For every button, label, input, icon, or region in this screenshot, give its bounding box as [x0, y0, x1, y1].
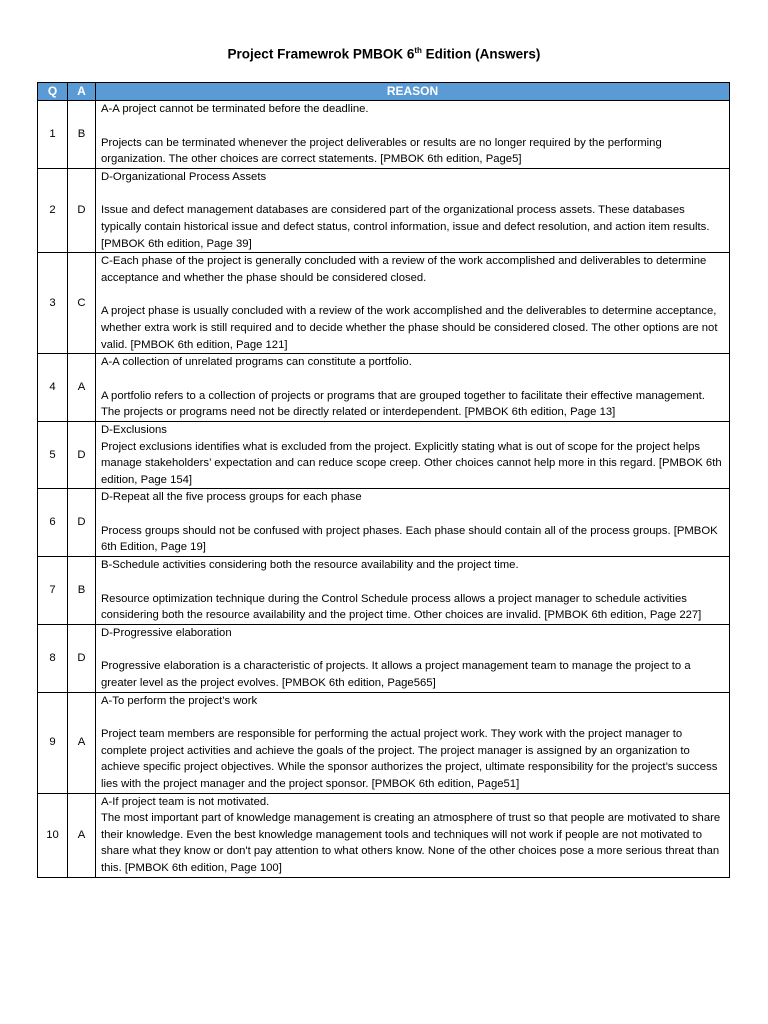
reason-explanation: Process groups should not be confused with project phases. Each phase should contain all of the process groups. [PMBOK 6th Edition, Page 19]: [101, 524, 718, 554]
table-row: [38, 557, 730, 625]
answer-letter: A: [68, 692, 96, 793]
title-superscript: th: [414, 46, 422, 55]
question-number: 2: [38, 168, 68, 252]
paragraph-gap: [101, 371, 726, 388]
page-title: [0, 46, 768, 62]
question-number: 3: [38, 253, 68, 354]
reason-answer-line: C-Each phase of the project is generally concluded with a review of the work accomplished and deliverables to determine acceptance and whether the phase should be considered closed.: [101, 255, 707, 284]
reason-answer-line: A-A project cannot be terminated before the deadline.: [101, 103, 369, 115]
table-row: [38, 168, 730, 252]
table-row: [38, 692, 730, 793]
question-number: 1: [38, 101, 68, 169]
table-row: [38, 101, 730, 169]
paragraph-gap: [101, 118, 726, 135]
reason-explanation: A portfolio refers to a collection of projects or programs that are grouped together to facilitate their effective management. The projects or programs need not be directly related or interdependent. [PMBOK 6th edition, Page 13]: [101, 389, 705, 419]
answer-letter: B: [68, 557, 96, 625]
question-number: 7: [38, 557, 68, 625]
paragraph-gap: [101, 709, 726, 726]
answer-letter: D: [68, 489, 96, 557]
answers-table: [37, 82, 730, 878]
table-row: [38, 793, 730, 877]
question-number: 8: [38, 624, 68, 692]
reason-answer-line: D-Progressive elaboration: [101, 626, 232, 639]
table-row: [38, 624, 730, 692]
paragraph-gap: [101, 185, 726, 202]
answer-letter: C: [68, 253, 96, 354]
reason-cell: [96, 692, 730, 793]
table-row: [38, 253, 730, 354]
header-row: [38, 83, 730, 101]
paragraph-gap: [101, 506, 726, 523]
reason-cell: [96, 101, 730, 169]
reason-answer-line: D-Exclusions: [101, 423, 167, 436]
reason-cell: [96, 354, 730, 422]
reason-cell: [96, 557, 730, 625]
table-row: [38, 421, 730, 488]
table-row: [38, 354, 730, 422]
answer-letter: D: [68, 168, 96, 252]
reason-cell: [96, 421, 730, 488]
reason-answer-line: D-Organizational Process Assets: [101, 170, 267, 183]
question-number: 5: [38, 421, 68, 488]
reason-explanation: A project phase is usually concluded with a review of the work accomplished and the deliverables to determine acceptance, whether extra work is still required and to decide whether the phase should be considered closed. The other options are not valid. [PMBOK 6th edition, Page 121]: [101, 305, 718, 351]
reason-explanation: Project exclusions identifies what is excluded from the project. Explicitly stating what is out of scope for the project helps manage stakeholders’ expectation and can reduce scope creep. Other choices cannot help more in this regard. [PMBOK 6th edition, Page 154]: [101, 440, 722, 486]
reason-answer-line: A-A collection of unrelated programs can constitute a portfolio.: [101, 356, 412, 369]
answer-letter: A: [68, 793, 96, 877]
question-number: 4: [38, 354, 68, 422]
reason-explanation: The most important part of knowledge management is creating an atmosphere of trust so that people are motivated to share their knowledge. Even the best knowledge management tools and techniques will not work if people are not motivated to share what they know or don't pay attention to what others know. None of the other choices pose a more serious threat than this. [PMBOK 6th edition, Page 100]: [101, 812, 721, 874]
title-prefix: Project Framewrok PMBOK 6: [227, 46, 415, 62]
title-suffix: Edition (Answers): [421, 46, 541, 62]
reason-cell: [96, 624, 730, 692]
reason-cell: [96, 489, 730, 557]
header-a: A: [68, 83, 96, 101]
reason-answer-line: A-To perform the project’s work: [101, 694, 258, 707]
reason-cell: [96, 168, 730, 252]
reason-explanation: Resource optimization technique during the Control Schedule process allows a project manager to schedule activities considering both the resource availability and the project time. Other choices are invalid. [PMBOK 6th edition, Page 227]: [101, 592, 702, 622]
header-q: Q: [38, 83, 68, 101]
reason-explanation: Project team members are responsible for performing the actual project work. They work with the project manager to complete project activities and achieve the goals of the project. The project manager is assigned by an organization to achieve specific project objectives. While the sponsor authorizes the project, ultimate responsibility for the project’s success lies with the project manager and the project sponsor. [PMBOK 6th edition, Page51]: [101, 728, 718, 790]
reason-explanation: Progressive elaboration is a characteristic of projects. It allows a project management team to manage the project to a greater level as the project evolves. [PMBOK 6th edition, Page565]: [101, 660, 691, 690]
answer-letter: D: [68, 421, 96, 488]
question-number: 6: [38, 489, 68, 557]
reason-explanation: Projects can be terminated whenever the project deliverables or results are no longer required by the performing organization. The other choices are correct statements. [PMBOK 6th edition, Page5]: [101, 136, 662, 166]
reason-explanation: Issue and defect management databases are considered part of the organizational process assets. These databases typically contain historical issue and defect status, control information, issue and defect resolution, and action item results. [PMBOK 6th edition, Page 39]: [101, 204, 710, 250]
reason-cell: [96, 793, 730, 877]
paragraph-gap: [101, 286, 726, 303]
reason-answer-line: B-Schedule activities considering both the resource availability and the project time.: [101, 559, 519, 572]
question-number: 10: [38, 793, 68, 877]
table-row: [38, 489, 730, 557]
answer-letter: D: [68, 624, 96, 692]
question-number: 9: [38, 692, 68, 793]
header-reason: REASON: [96, 83, 730, 101]
answer-letter: B: [68, 101, 96, 169]
answer-letter: A: [68, 354, 96, 422]
reason-answer-line: D-Repeat all the five process groups for each phase: [101, 491, 362, 504]
reason-answer-line: A-If project team is not motivated.: [101, 795, 270, 808]
paragraph-gap: [101, 641, 726, 658]
reason-cell: [96, 253, 730, 354]
paragraph-gap: [101, 574, 726, 591]
